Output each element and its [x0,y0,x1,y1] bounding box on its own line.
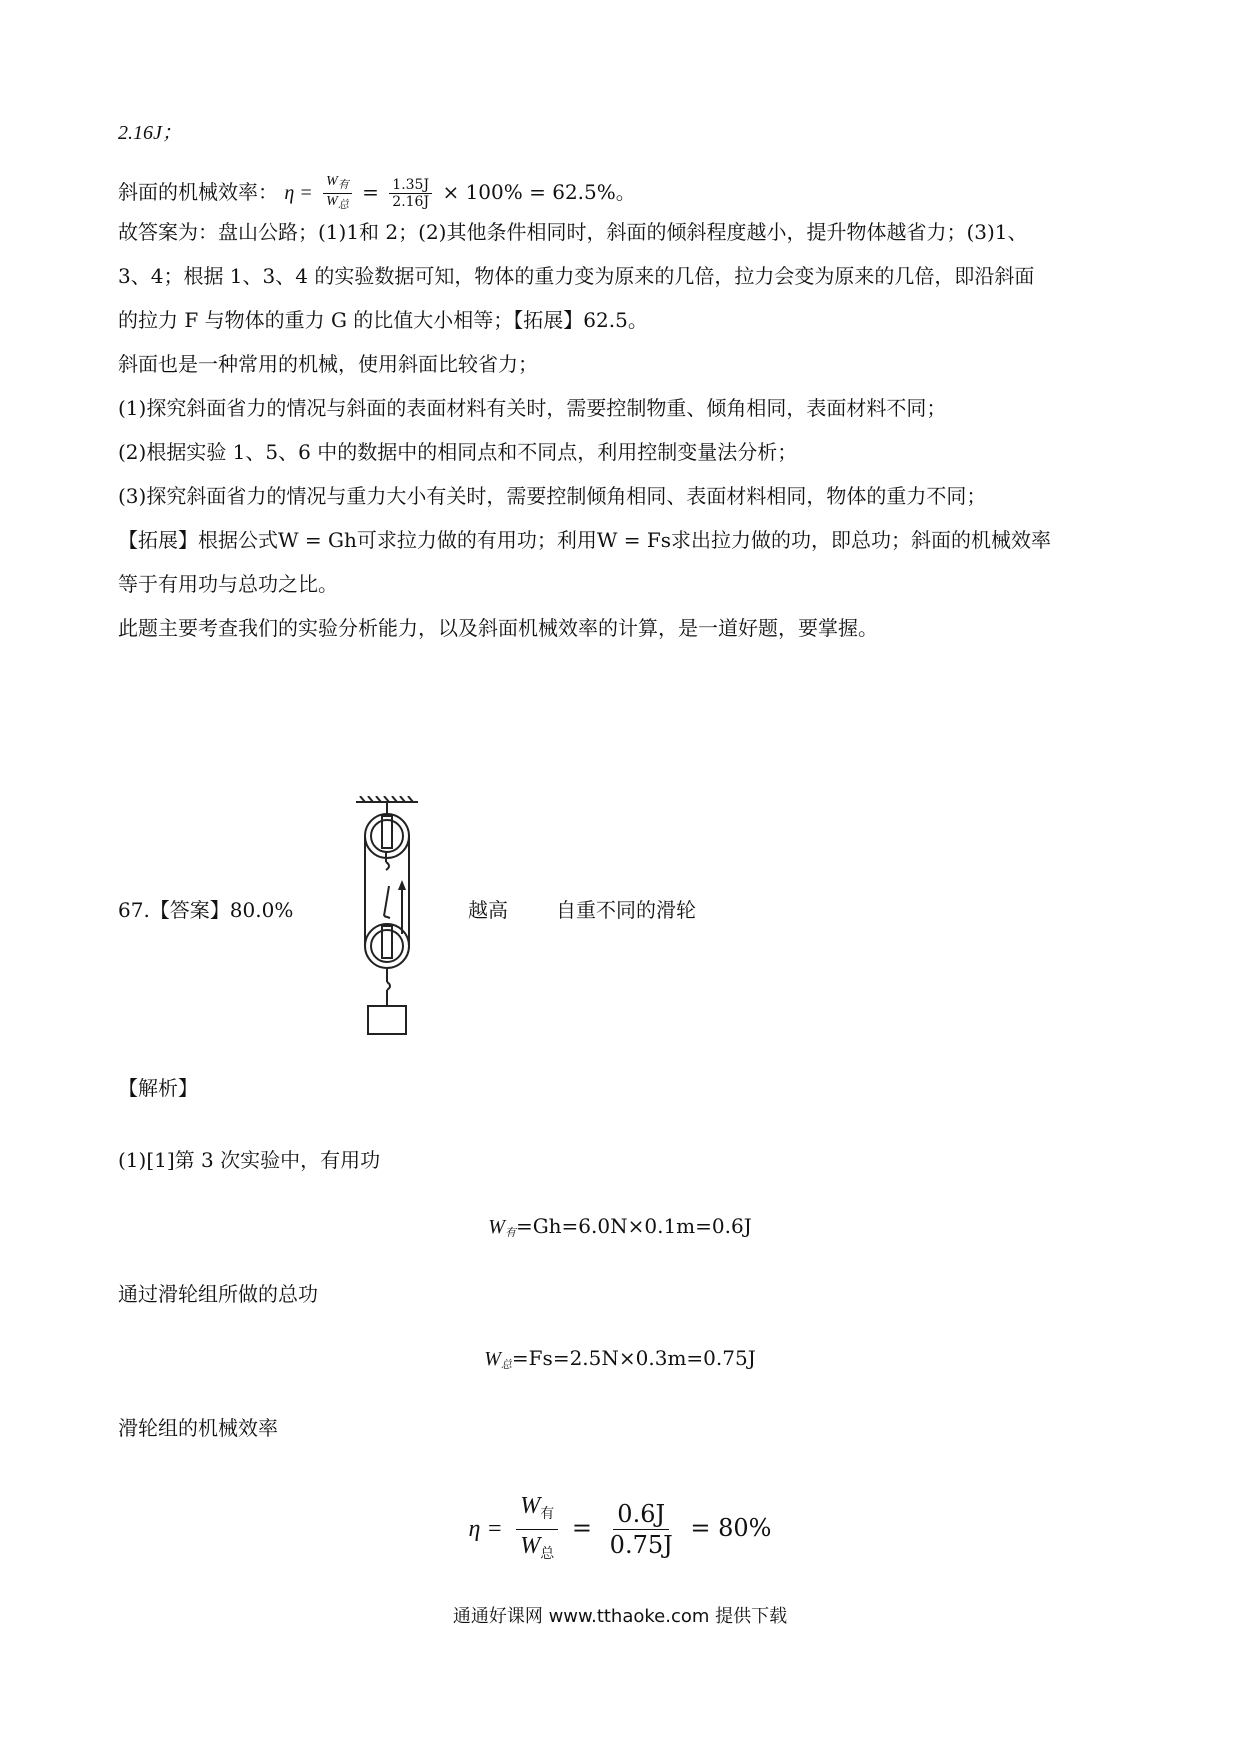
text-line: 此题主要考查我们的实验分析能力，以及斜面机械效率的计算，是一道好题，要掌握。 [118,616,878,640]
fraction-w: $\frac{W_有}{W_总}$ [323,174,352,213]
analysis-step-3: 滑轮组的机械效率 [118,1416,278,1440]
fraction-values: $\frac{1.35J}{2.16J}$ [389,177,432,210]
eta-symbol: η = [284,182,313,204]
text-prefix: 斜面的机械效率： [118,180,278,204]
efficiency-formula-line [118,174,636,213]
analysis-step-2: 通过滑轮组所做的总功 [118,1282,318,1306]
text-line: (1)探究斜面省力的情况与斜面的表面材料有关时，需要控制物重、倾角相同，表面材料不同； [118,396,947,420]
footer-source: 通通好课网 www.tthaoke.com 提供下载 [452,1606,788,1627]
text-line: 故答案为：盘山公路；(1)1和 2；(2)其他条件相同时，斜面的倾斜程度越小，提升物体越省力；(3)1、 [118,220,1028,244]
text-value: 2.16J； [118,122,182,144]
pulley-diagram [352,796,424,1036]
text-line: 3、4；根据 1、3、4 的实验数据可知，物体的重力变为原来的几倍，拉力会变为原来的几倍，即沿斜面 [118,264,1035,288]
total-work-equation: $W_总=Fs=2.5N\times 0.3m=0.75J$ [484,1346,756,1371]
analysis-heading: 【解析】 [118,1076,198,1100]
answer-67: 67.【答案】80.0% [118,898,294,922]
text-line: 斜面也是一种常用的机械，使用斜面比较省力； [118,352,538,376]
equals-sign: = [362,180,379,204]
answer-blank-3: 自重不同的滑轮 [556,898,696,922]
text-line [118,118,182,147]
pulley-efficiency-equation: η = $\frac{W_有}{W_总}$ = $\frac{0.6J}{0.75J}$ = 80% [0,1490,1240,1569]
text-line: 【拓展】根据公式W = Gh可求拉力做的有用功；利用W = Fs求出拉力做的功，即总功；斜面的机械效率 [118,528,1052,552]
answer-blank-2: 越高 [468,898,508,922]
analysis-step-1: (1)[1]第 3 次实验中，有用功 [118,1148,381,1172]
text-line: (2)根据实验 1、5、6 中的数据中的相同点和不同点，利用控制变量法分析； [118,440,798,464]
text-line: 的拉力 F 与物体的重力 G 的比值大小相等；【拓展】62.5。 [118,308,648,332]
text-line: 等于有用功与总功之比。 [118,572,338,596]
text-line: (3)探究斜面省力的情况与重力大小有关时，需要控制倾角相同、表面材料相同，物体的重力不同； [118,484,987,508]
text-rest: × 100% = 62.5%。 [442,180,636,204]
useful-work-equation: $W_有=Gh=6.0N\times 0.1m=0.6J$ [488,1214,752,1239]
